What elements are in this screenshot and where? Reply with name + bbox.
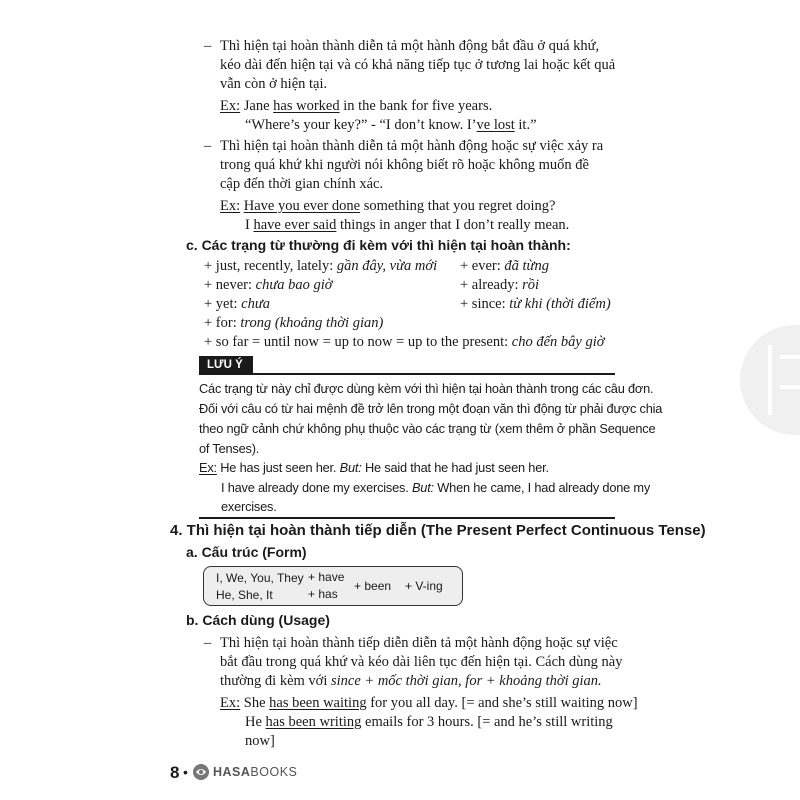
adverb-item: + yet: chưa xyxy=(204,296,271,312)
form-box xyxy=(203,566,463,606)
usage-line2: bắt đầu trong quá khứ và kéo dài liên tục đến hiện tại. Cách dùng này xyxy=(220,654,623,670)
p2-example-1: Ex: Have you ever done something that you regret doing? xyxy=(220,198,556,214)
section-4-heading: 4. Thì hiện tại hoàn thành tiếp diễn (The Present Perfect Continuous Tense) xyxy=(170,522,706,539)
p1-example-1: Ex: Jane has worked in the bank for five years. xyxy=(220,98,493,114)
note-example-2-cont: exercises. xyxy=(221,499,277,514)
adverb-item: + ever: đã từng xyxy=(460,258,549,274)
ex-label: Ex: xyxy=(220,198,241,214)
note-line2: Đối với câu có từ hai mệnh đề trở lên trong một đoạn văn thì động từ phải được chia xyxy=(199,401,663,416)
section-c-heading: c. Các trạng từ thường đi kèm với thì hiện tại hoàn thành: xyxy=(186,237,571,253)
adverb-item: + just, recently, lately: gần đây, vừa mới xyxy=(204,258,438,274)
footer-brand: HASABOOKS xyxy=(213,765,298,779)
footer-bullet: • xyxy=(183,764,188,780)
note-example-1: Ex: He has just seen her. But: He said that he had just seen her. xyxy=(199,460,549,475)
s4-example-2: He has been writing emails for 3 hours. [= and he’s still writing xyxy=(245,714,613,730)
note-line4: of Tenses). xyxy=(199,441,260,456)
aux-have: + have xyxy=(308,570,345,584)
note-example-2: I have already done my exercises. But: When he came, I had already done my xyxy=(221,480,651,495)
p1-line2: kéo dài đến hiện tại và có khả năng tiếp tục ở tương lai hoặc kết quả xyxy=(220,57,616,73)
aux-has: + has xyxy=(308,587,338,601)
subject-singular: He, She, It xyxy=(216,588,273,602)
s4-example-2-cont: now] xyxy=(245,733,275,749)
section-a-heading: a. Cấu trúc (Form) xyxy=(186,544,307,560)
note-line3: theo ngữ cảnh chứ không phụ thuộc vào các trạng từ (xem thêm ở phần Sequence xyxy=(199,421,656,436)
ex-label: Ex: xyxy=(220,98,241,114)
adverb-item: + since: từ khi (thời điểm) xyxy=(460,296,611,312)
usage-line3: thường đi kèm với since + mốc thời gian, for + khoảng thời gian. xyxy=(220,673,602,689)
section-b-heading: b. Cách dùng (Usage) xyxy=(186,612,330,628)
s4-example-1: Ex: She has been waiting for you all day. [= and she’s still waiting now] xyxy=(220,695,638,711)
hasa-logo-icon xyxy=(192,763,210,781)
dash: – xyxy=(204,38,212,54)
ex-label: Ex: xyxy=(220,695,241,711)
p2-line2: trong quá khứ khi người nói không biết rõ hoặc không muốn đề xyxy=(220,157,589,173)
verb-highlight: has worked xyxy=(273,98,340,114)
verb-highlight: has been waiting xyxy=(269,695,367,711)
note-label: LƯU Ý xyxy=(199,356,253,375)
p1-line1: Thì hiện tại hoàn thành diễn tả một hành động bắt đầu ở quá khứ, xyxy=(220,38,600,54)
subject-plural: I, We, You, They xyxy=(216,571,304,585)
verb-highlight: ve lost xyxy=(476,117,515,133)
ex-label: Ex: xyxy=(199,460,217,475)
usage-line1: Thì hiện tại hoàn thành tiếp diễn diễn tả một hành động hoặc sự việc xyxy=(220,635,618,651)
p2-example-2: I have ever said things in anger that I don’t really mean. xyxy=(245,217,570,233)
verb-highlight: Have you ever done xyxy=(243,198,361,214)
side-tab-decoration xyxy=(740,325,800,435)
p2-line1: Thì hiện tại hoàn thành diễn tả một hành động hoặc sự việc xảy ra xyxy=(220,138,604,154)
page-number: 8 xyxy=(170,763,180,782)
adverb-item: + already: rồi xyxy=(460,277,540,293)
dash: – xyxy=(204,635,212,651)
note-rule xyxy=(199,373,615,375)
p1-line3: vẫn còn ở hiện tại. xyxy=(220,76,328,92)
note-rule-bottom xyxy=(199,517,615,519)
adverb-item: + never: chưa bao giờ xyxy=(204,277,333,293)
note-line1: Các trạng từ này chỉ được dùng kèm với thì hiện tại hoàn thành trong các câu đơn. xyxy=(199,381,654,396)
p1-example-2: “Where’s your key?” - “I don’t know. I’ve lost it.” xyxy=(245,117,537,133)
adverb-item: + for: trong (khoảng thời gian) xyxy=(204,315,384,331)
verb-highlight: have ever said xyxy=(253,217,337,233)
verb-highlight: has been writing xyxy=(265,714,362,730)
adverb-item: + so far = until now = up to now = up to the present: cho đến bây giờ xyxy=(204,334,605,350)
p2-line3: cập đến thời gian chính xác. xyxy=(220,176,384,192)
v-ing: + V-ing xyxy=(405,579,443,593)
dash: – xyxy=(204,138,212,154)
been: + been xyxy=(354,579,392,593)
